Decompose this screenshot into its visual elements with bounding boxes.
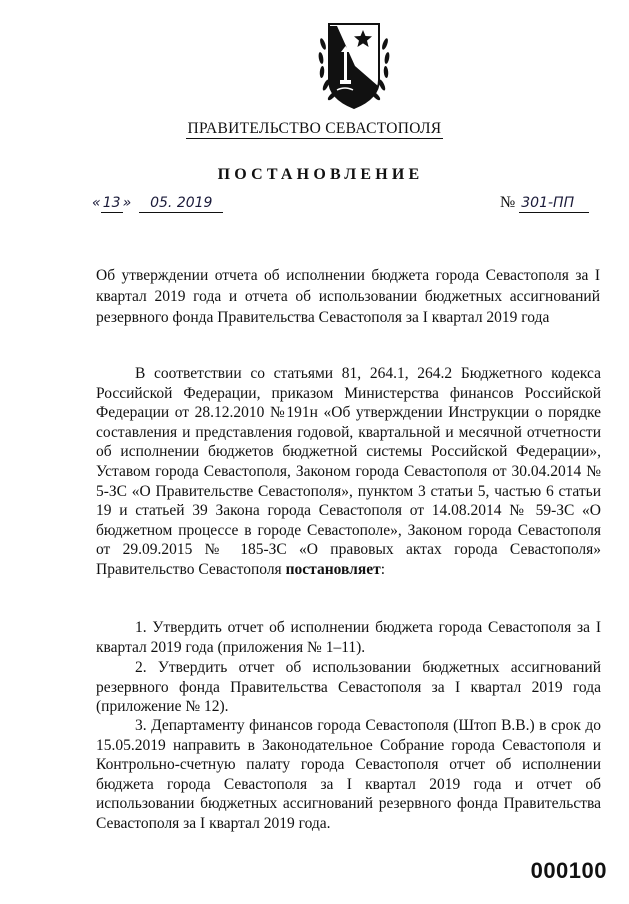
sevastopol-coat-of-arms-icon [315,14,393,114]
date-month-year: 05. 2019 [139,195,223,213]
resolution-item-3: 3. Департаменту финансов города Севастополя (Штоп В.В.) в срок до 15.05.2019 направить в Законодательное Собрание города Севастополя и Контрольно-счетную палату города Севастополя отчет об исполнении бюджета города Севастополя за I квартал 2019 года и отчет об использовании бюджетных ассигнований резервного фонда Правительства Севастополя за I квартал 2019 года. [96,717,601,832]
date-open-quote: « [92,195,101,211]
document-date [92,194,223,213]
document-subject: Об утверждении отчета об исполнении бюджета города Севастополя за I квартал 2019 года и отчета об использовании бюджетных ассигнований резервного фонда Правительства Севастополя за I квартал 2019 года [96,267,600,326]
intro-resolve-word: постановляет [285,560,381,578]
number-prefix: № [500,194,516,211]
government-name-text: ПРАВИТЕЛЬСТВО СЕВАСТОПОЛЯ [187,120,442,137]
date-day: 13 [101,195,123,213]
intro-paragraph [96,364,601,580]
resolution-item-2: 2. Утвердить отчет об использовании бюджетных ассигнований резервного фонда Правительства Севастополя за I квартал 2019 года (приложение № 12). [96,659,601,716]
intro-text: В соответствии со статьями 81, 264.1, 264.2 Бюджетного кодекса Российской Федерации, приказом Министерства финансов Российской Федерации от 28.12.2010 №191н «Об утверждении Инструкции о порядке составления и представления годовой, квартальной и месячной отчетности об исполнении бюджетов бюджетной системы Российской Федерации», Уставом города Севастополя, Законом города Севастополя от 30.04.2014 № 5-ЗС «О Правительстве Севастополя», пунктом 3 статьи 5, частью 6 статьи 19 и статьей 39 Закона города Севастополя от 14.08.2014 № 59-ЗС «О бюджетном процессе в городе Севастополе», Законом города Севастополя от 29.09.2015 № 185-ЗС «О правовых актах города Севастополя» Правительство Севастополя [96,365,601,578]
page-stamp-number: 000100 [530,858,607,883]
intro-end: : [380,560,386,578]
document-number [500,194,589,213]
number-value: 301-ПП [519,195,589,213]
document-type-title: ПОСТАНОВЛЕНИЕ [217,166,424,183]
government-name [0,120,629,138]
date-close-quote: » [122,195,132,211]
resolution-item-1: 1. Утвердить отчет об исполнении бюджета города Севастополя за I квартал 2019 года (приложения № 1–11). [96,619,601,656]
